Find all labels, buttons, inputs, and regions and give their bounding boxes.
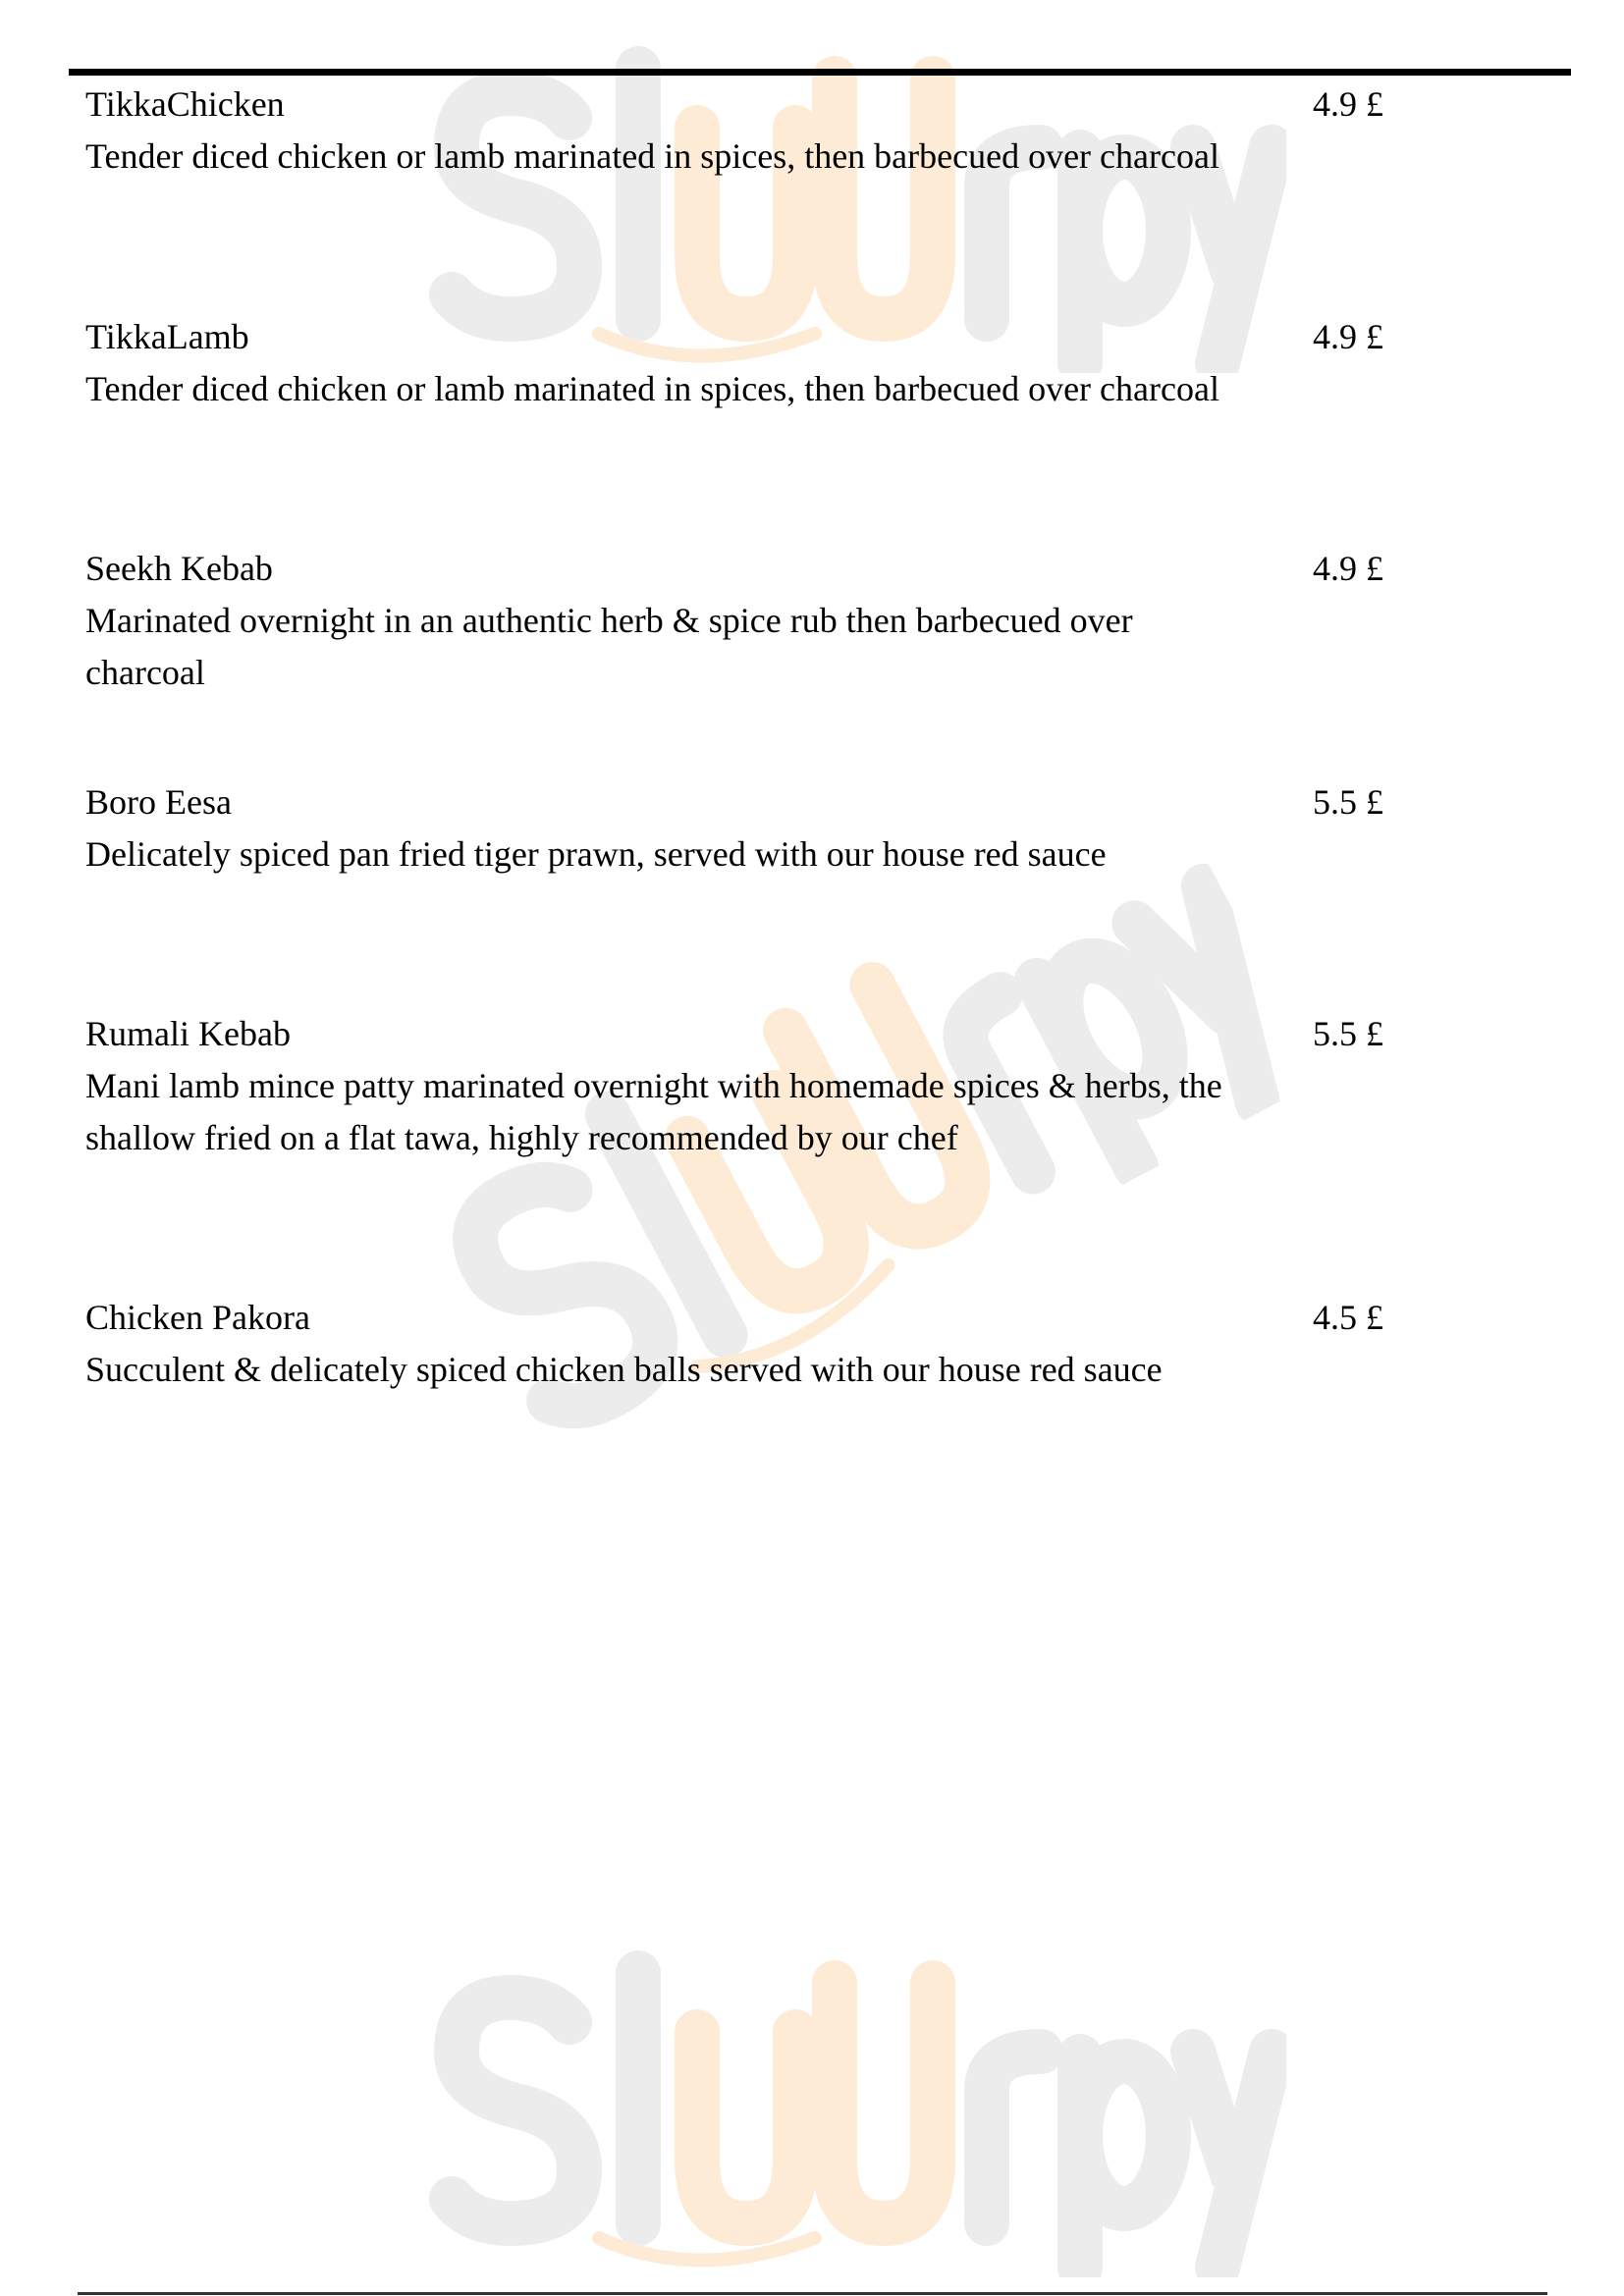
menu-item	[85, 1292, 1244, 1396]
item-description: Marinated overnight in an authentic herb & spice rub then barbecued over charcoal	[85, 601, 1133, 692]
item-name: Chicken Pakora	[85, 1298, 310, 1337]
item-price: 5.5 £	[1313, 1014, 1383, 1053]
item-name: TikkaChicken	[85, 84, 285, 124]
item-price: 4.9 £	[1313, 317, 1383, 356]
item-description: Mani lamb mince patty marinated overnight with homemade spices & herbs, the shallow fried on a flat tawa, highly recommended by our chef	[85, 1066, 1222, 1157]
menu-item	[85, 311, 1244, 415]
item-description: Delicately spiced pan fried tiger prawn, served with our house red sauce	[85, 834, 1107, 874]
item-description: Tender diced chicken or lamb marinated in spices, then barbecued over charcoal	[85, 369, 1219, 408]
menu-item	[85, 543, 1244, 699]
item-name: Seekh Kebab	[85, 549, 273, 588]
item-name: TikkaLamb	[85, 317, 249, 356]
item-price: 5.5 £	[1313, 782, 1383, 822]
menu-item	[85, 1008, 1244, 1164]
item-name: Boro Eesa	[85, 782, 232, 822]
item-description: Succulent & delicately spiced chicken balls served with our house red sauce	[85, 1350, 1163, 1389]
item-price: 4.9 £	[1313, 549, 1383, 588]
item-name: Rumali Kebab	[85, 1014, 291, 1053]
top-divider	[69, 69, 1571, 76]
bottom-divider	[78, 2292, 1547, 2295]
watermark-logo-bottom	[403, 1944, 1286, 2277]
item-price: 4.5 £	[1313, 1298, 1383, 1337]
item-description: Tender diced chicken or lamb marinated in spices, then barbecued over charcoal	[85, 136, 1219, 176]
menu-item	[85, 776, 1244, 881]
menu-item	[85, 79, 1244, 183]
item-price: 4.9 £	[1313, 84, 1383, 124]
slurpy-logo-icon	[403, 1944, 1286, 2277]
